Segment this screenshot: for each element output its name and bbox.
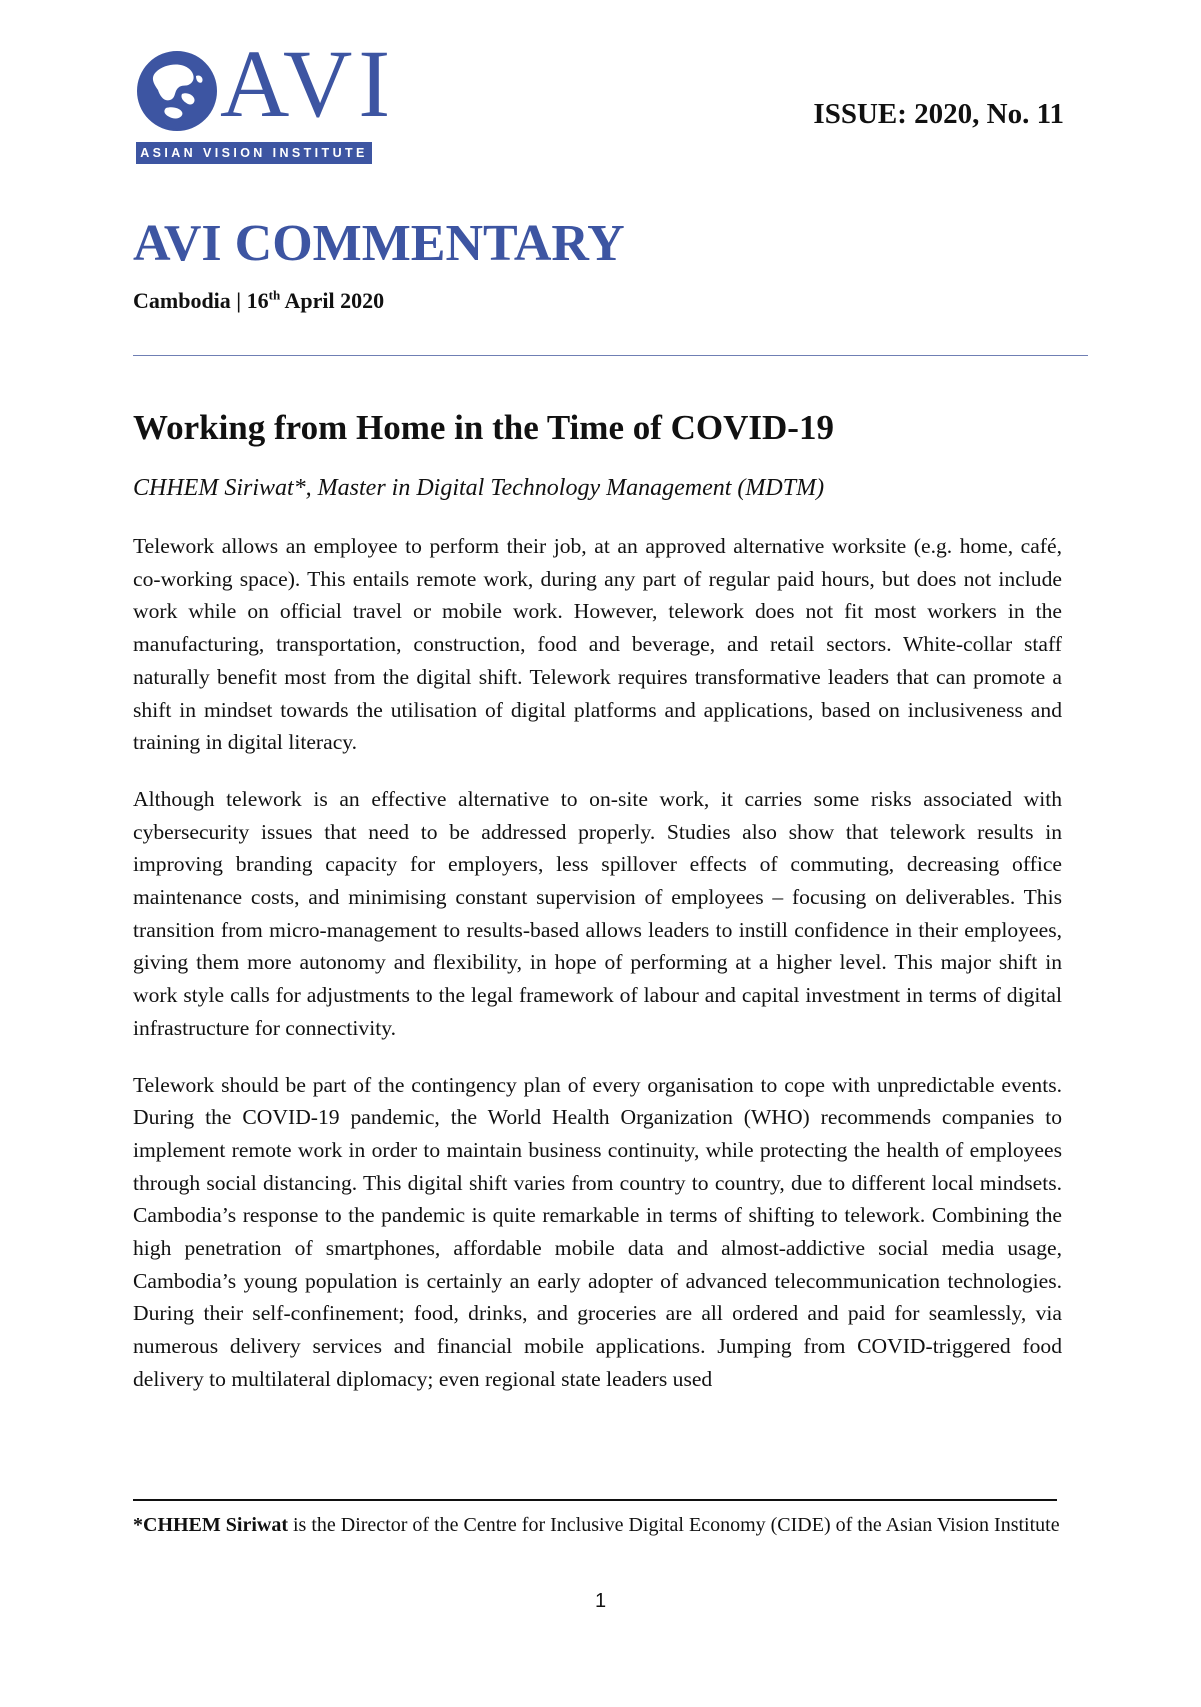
header-divider [133, 355, 1088, 356]
footnote-author: *CHHEM Siriwat [133, 1514, 288, 1536]
footnote-divider [133, 1499, 1057, 1501]
article-body [133, 530, 1062, 1420]
dateline-ordinal: th [268, 287, 281, 303]
avi-logo [136, 30, 397, 166]
logo-band-text: ASIAN VISION INSTITUTE [136, 142, 372, 164]
globe-icon [136, 50, 218, 132]
logo-letters: AVI [220, 30, 397, 137]
article-title: Working from Home in the Time of COVID-19 [133, 408, 834, 447]
author-line: CHHEM Siriwat*, Master in Digital Technology Management (MDTM) [133, 475, 825, 501]
doc-title: AVI COMMENTARY [133, 215, 625, 272]
footnote [133, 1512, 1062, 1538]
paragraph: Although telework is an effective alternative to on-site work, it carries some risks associated with cybersecurity issues that need to be addressed properly. Studies also show that telework results in improving branding capacity for employers, less spillover effects of commuting, decreasing office maintenance costs, and minimising constant supervision of employees – focusing on deliverables. This transition from micro-management to results-based allows leaders to instill confidence in their employees, giving them more autonomy and flexibility, in hope of performing at a higher level. This major shift in work style calls for adjustments to the legal framework of labour and capital investment in terms of digital infrastructure for connectivity. [133, 786, 1062, 1040]
dateline [133, 288, 384, 314]
issue-label: ISSUE: 2020, No. 11 [813, 98, 1064, 130]
page-number: 1 [594, 1590, 607, 1612]
dateline-suffix: April 2020 [280, 288, 385, 313]
dateline-prefix: Cambodia | 16 [133, 288, 269, 313]
footnote-text: is the Director of the Centre for Inclusive Digital Economy (CIDE) of the Asian Vision Institute [288, 1514, 1060, 1536]
paragraph: Telework allows an employee to perform their job, at an approved alternative worksite (e.g. home, café, co-working space). This entails remote work, during any part of regular paid hours, but does not include work while on official travel or mobile work. However, telework does not fit most workers in the manufacturing, transportation, construction, food and beverage, and retail sectors. White-collar staff naturally benefit most from the digital shift. Telework requires transformative leaders that can promote a shift in mindset towards the utilisation of digital platforms and applications, based on inclusiveness and training in digital literacy. [133, 534, 1062, 755]
paragraph: Telework should be part of the contingency plan of every organisation to cope with unpredictable events. During the COVID-19 pandemic, the World Health Organization (WHO) recommends companies to implement remote work in order to maintain business continuity, while protecting the health of employees through social distancing. This digital shift varies from country to country, due to different local mindsets. Cambodia’s response to the pandemic is quite remarkable in terms of shifting to telework. Combining the high penetration of smartphones, affordable mobile data and almost-addictive social media usage, Cambodia’s young population is certainly an early adopter of advanced telecommunication technologies. During their self-confinement; food, drinks, and groceries are all ordered and paid for seamlessly, via numerous delivery services and financial mobile applications. Jumping from COVID-triggered food delivery to multilateral diplomacy; even regional state leaders used [133, 1072, 1062, 1391]
